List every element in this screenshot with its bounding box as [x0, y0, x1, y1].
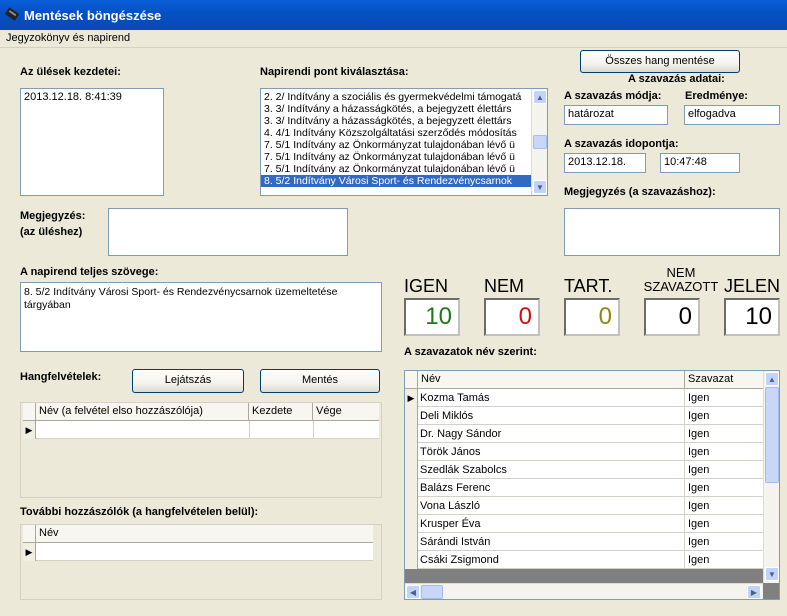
table-row[interactable] — [405, 407, 763, 425]
no-label: NEM — [484, 276, 524, 296]
vote-time-label: A szavazás idopontja: — [564, 138, 679, 150]
vote-date-field[interactable]: 2013.12.18. — [564, 153, 646, 173]
rec-col-start[interactable]: Kezdete — [249, 403, 313, 421]
member-vote-cell[interactable]: Igen — [688, 428, 710, 440]
member-name-cell[interactable]: Krusper Éva — [418, 515, 685, 533]
agenda-text-label: A napirend teljes szövege: — [20, 266, 159, 278]
member-name-cell[interactable]: Dr. Nagy Sándor — [418, 425, 685, 443]
vote-table[interactable] — [404, 370, 780, 600]
table-row[interactable] — [405, 461, 763, 479]
member-vote-cell[interactable]: Igen — [688, 518, 710, 530]
session-note-field[interactable] — [108, 208, 348, 256]
agenda-item[interactable]: 7. 5/1 Indítvány az Önkormányzat tulajdonában lévő ü — [264, 139, 515, 151]
member-vote-cell[interactable]: Igen — [688, 554, 710, 566]
vote-table-label: A szavazatok név szerint: — [404, 346, 537, 358]
vote-mode-label: A szavazás módja: — [564, 90, 662, 102]
recordings-new-row[interactable] — [23, 421, 379, 439]
abstain-count: 0 — [564, 298, 620, 336]
table-row[interactable] — [405, 497, 763, 515]
recordings-header — [23, 403, 379, 421]
sessions-list[interactable] — [20, 88, 164, 196]
table-row[interactable] — [405, 443, 763, 461]
member-name-cell[interactable]: Csáki Zsigmond — [418, 551, 685, 569]
present-count: 10 — [724, 298, 780, 336]
vote-result-label: Eredménye: — [685, 90, 748, 102]
member-vote-cell[interactable]: Igen — [688, 536, 710, 548]
session-note-label-1: Megjegyzés: — [20, 210, 86, 222]
agenda-item[interactable]: 7. 5/1 Indítvány az Önkormányzat tulajdonában lévő ü — [264, 151, 515, 163]
recordings-label: Hangfelvételek: — [20, 371, 102, 383]
vote-mode-field[interactable]: határozat — [564, 105, 668, 125]
vote-time-field[interactable]: 10:47:48 — [660, 153, 740, 173]
rec-col-name[interactable]: Név (a felvétel elso hozzászólója) — [36, 403, 249, 421]
col-vote-header[interactable]: Szavazat — [688, 373, 734, 385]
member-vote-cell[interactable]: Igen — [688, 446, 710, 458]
session-note-label-2: (az üléshez) — [20, 226, 83, 238]
agenda-scrollbar[interactable] — [531, 89, 547, 195]
no-vote-count: 0 — [644, 298, 700, 336]
row-indicator[interactable] — [405, 479, 418, 497]
vote-table-hscroll[interactable] — [405, 583, 763, 599]
present-label: JELEN — [724, 276, 781, 296]
no-vote-label-line1: NEM — [666, 265, 696, 280]
agenda-item[interactable]: 8. 5/2 Indítvány Városi Sport- és Rendezvénycsarnok — [261, 175, 531, 187]
rec-col-end[interactable]: Vége — [316, 405, 342, 417]
table-row[interactable] — [405, 479, 763, 497]
vote-table-header — [405, 371, 763, 389]
row-pointer-icon: ▶ — [23, 421, 36, 439]
scroll-left-icon[interactable]: ◀ — [406, 585, 420, 599]
member-vote-cell[interactable]: Igen — [688, 392, 710, 404]
scroll-up-icon[interactable]: ▲ — [533, 90, 547, 104]
table-row[interactable] — [405, 533, 763, 551]
speakers-table[interactable] — [20, 524, 382, 600]
scroll-down-icon[interactable]: ▼ — [765, 567, 779, 581]
row-indicator[interactable] — [405, 425, 418, 443]
session-item[interactable]: 2013.12.18. 8:41:39 — [24, 91, 122, 103]
scroll-down-icon[interactable]: ▼ — [533, 180, 547, 194]
menu-bar — [0, 30, 787, 48]
row-indicator[interactable] — [405, 533, 418, 551]
table-row[interactable] — [405, 389, 763, 407]
member-name-cell[interactable]: Kozma Tamás — [418, 389, 685, 407]
yes-count: 10 — [404, 298, 460, 336]
agenda-item[interactable]: 4. 4/1 Indítvány Közszolgáltatási szerződés módosítás — [264, 127, 517, 139]
row-indicator[interactable] — [405, 551, 418, 569]
agenda-item[interactable]: 3. 3/ Indítvány a házasságkötés, a bejegyzett élettárs — [264, 103, 512, 115]
member-name-cell[interactable]: Balázs Ferenc — [418, 479, 685, 497]
scroll-right-icon[interactable]: ▶ — [747, 585, 761, 599]
row-indicator[interactable]: ▶ — [405, 389, 418, 407]
member-vote-cell[interactable]: Igen — [688, 500, 710, 512]
member-name-cell[interactable]: Török János — [418, 443, 685, 461]
row-indicator[interactable] — [405, 497, 418, 515]
member-vote-cell[interactable]: Igen — [688, 464, 710, 476]
member-name-cell[interactable]: Sárándi István — [418, 533, 685, 551]
scroll-up-icon[interactable]: ▲ — [765, 372, 779, 386]
row-indicator[interactable] — [405, 461, 418, 479]
table-row[interactable] — [405, 425, 763, 443]
agenda-text-field[interactable]: 8. 5/2 Indítvány Városi Sport- és Rendezvénycsarnok üzemeltetése tárgyában — [20, 282, 382, 352]
col-name-header[interactable]: Név — [418, 371, 685, 389]
menu-item-minutes[interactable]: Jegyzokönyv és napirend — [6, 32, 131, 44]
window-title: Mentések böngészése — [24, 8, 162, 23]
no-vote-label — [636, 266, 726, 294]
table-row[interactable] — [405, 551, 763, 569]
vote-data-label: A szavazás adatai: — [628, 73, 725, 85]
title-bar — [0, 0, 787, 30]
no-count: 0 — [484, 298, 540, 336]
no-vote-label-line2: SZAVAZOTT — [643, 279, 719, 294]
sp-col-name[interactable]: Név — [39, 527, 59, 539]
sessions-label: Az ülések kezdetei: — [20, 66, 121, 78]
app-icon — [5, 7, 19, 21]
agenda-label: Napirendi pont kiválasztása: — [260, 66, 409, 78]
save-all-audio-button[interactable]: Összes hang mentése — [580, 50, 740, 73]
member-name-cell[interactable]: Szedlák Szabolcs — [418, 461, 685, 479]
vote-result-field[interactable]: elfogadva — [684, 105, 780, 125]
agenda-list[interactable] — [260, 88, 548, 196]
yes-label: IGEN — [404, 276, 449, 296]
save-button[interactable]: Mentés — [260, 369, 380, 393]
table-row[interactable] — [405, 515, 763, 533]
hscroll-thumb[interactable] — [421, 585, 443, 599]
recordings-table[interactable] — [20, 402, 382, 498]
row-indicator[interactable] — [405, 515, 418, 533]
vote-note-label: Megjegyzés (a szavazáshoz): — [564, 186, 716, 198]
vote-table-vscroll[interactable] — [763, 371, 779, 583]
agenda-item[interactable]: 2. 2/ Indítvány a szociális és gyermekvédelmi támogatá — [264, 91, 522, 103]
play-button[interactable]: Lejátszás — [132, 369, 244, 393]
row-indicator[interactable] — [405, 407, 418, 425]
speakers-label: További hozzászólók (a hangfelvételen belül): — [20, 506, 259, 518]
scroll-thumb[interactable] — [765, 387, 779, 483]
agenda-item[interactable]: 7. 5/1 Indítvány az Önkormányzat tulajdonában lévő ü — [264, 163, 515, 175]
row-indicator[interactable] — [405, 443, 418, 461]
row-pointer-icon: ▶ — [23, 543, 36, 561]
member-vote-cell[interactable]: Igen — [688, 410, 710, 422]
speakers-new-row[interactable] — [23, 543, 373, 561]
member-name-cell[interactable]: Deli Miklós — [418, 407, 685, 425]
scroll-thumb[interactable] — [533, 135, 547, 149]
vote-note-field[interactable] — [564, 208, 780, 256]
member-vote-cell[interactable]: Igen — [688, 482, 710, 494]
member-name-cell[interactable]: Vona László — [418, 497, 685, 515]
speakers-header — [23, 525, 373, 543]
agenda-item[interactable]: 3. 3/ Indítvány a házasságkötés, a bejegyzett élettárs — [264, 115, 512, 127]
abstain-label: TART. — [564, 276, 613, 296]
